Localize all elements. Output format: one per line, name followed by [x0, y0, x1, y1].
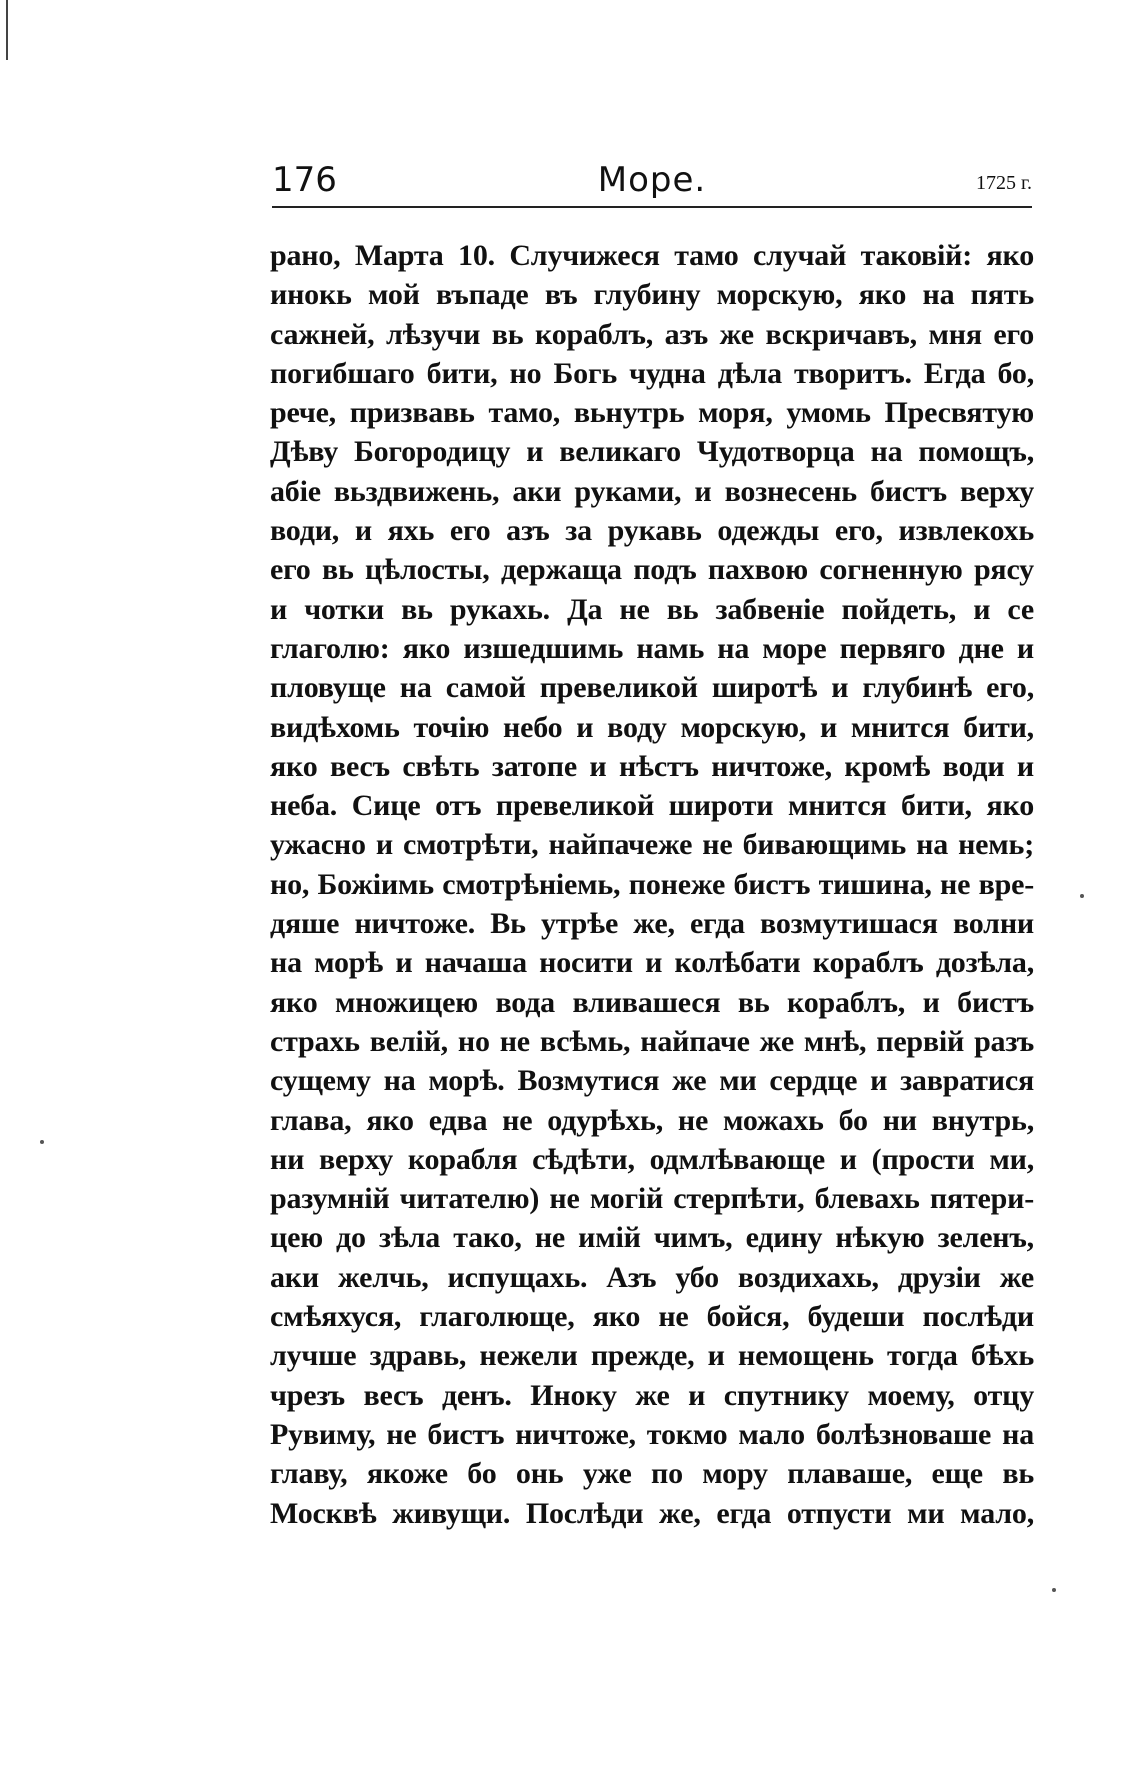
text-line: сажней, лѣзучи вь кораблъ, азъ же вскричавъ, мня его	[270, 317, 1034, 351]
text-line: рано, Марта 10. Случижеся тамо случай таковій: яко	[270, 239, 1034, 272]
text-line: сущему на морѣ. Возмутися же ми сердце и завратися	[270, 1064, 1034, 1098]
text-line: и чотки вь рукахь. Да не вь забвеніе пойдеть, и се	[270, 592, 1034, 626]
text-line: Москвѣ живущи. Послѣди же, егда отпусти ми мало,	[270, 1496, 1034, 1530]
page-number: 176	[272, 160, 337, 200]
print-speck	[1080, 894, 1084, 898]
text-line: рече, призвавь тамо, вьнутрь моря, умомь Пресвятую	[270, 396, 1034, 430]
header-rule	[272, 206, 1032, 208]
text-line: ни верху корабля сѣдѣти, одмлѣвающе и (прости ми,	[270, 1142, 1034, 1176]
text-line: цею до зѣла тако, не имій чимъ, едину нѣкую зеленъ,	[270, 1221, 1034, 1255]
text-line: яко множицею вода вливашеся вь кораблъ, и бистъ	[270, 985, 1034, 1019]
text-line: погибшаго бити, но Богь чудна дѣла творитъ. Егда бо,	[270, 356, 1034, 390]
text-line: дяше ничтоже. Вь утрѣе же, егда возмутишася волни	[270, 907, 1034, 941]
text-line: лучше здравь, нежели прежде, и немощень тогда бѣхь	[270, 1339, 1034, 1373]
page-edge-mark	[6, 0, 8, 60]
text-line: его вь цѣлосты, держаща подъ пахвою согненную рясу	[270, 553, 1034, 587]
text-line: чрезъ весъ денъ. Иноку же и спутнику моему, отцу	[270, 1378, 1034, 1412]
text-line: яко весъ свѣть затопе и нѣстъ ничтоже, кромѣ води и	[270, 749, 1034, 783]
text-line: пловуще на самой превеликой широтѣ и глубинѣ его,	[270, 671, 1034, 705]
text-line: страхь велій, но не всѣмь, найпаче же мнѣ, первій разъ	[270, 1024, 1034, 1058]
text-line: видѣхомь точію небо и воду морскую, и мнится бити,	[270, 710, 1034, 744]
running-head	[272, 160, 1032, 210]
text-line: смѣяхуся, глаголюще, яко не бойся, будеши послѣди	[270, 1300, 1034, 1334]
text-line: но, Божіимь смотрѣніемь, понеже бистъ тишина, не вре-	[270, 867, 1034, 901]
text-line: неба. Сице отъ превеликой широти мнится бити, яко	[270, 789, 1034, 823]
text-line: глава, яко едва не одурѣхь, не можахь бо ни внутрь,	[270, 1103, 1034, 1137]
print-speck	[1052, 1588, 1056, 1592]
text-line: Рувиму, не бистъ ничтоже, токмо мало болѣзноваше на	[270, 1417, 1034, 1451]
text-line: глаголю: яко изшедшимь намь на море первяго дне и	[270, 631, 1034, 665]
text-line: ужасно и смотрѣти, найпачеже не бивающимь на немь;	[270, 828, 1034, 862]
text-line: инокь мой въпаде въ глубину морскую, яко на пять	[270, 278, 1034, 312]
text-line: аки желчь, испущахь. Азъ убо воздихахь, друзіи же	[270, 1260, 1034, 1294]
text-line: абіе вьздвижень, аки руками, и вознесень бистъ верху	[270, 474, 1034, 508]
text-line: на морѣ и начаша носити и колѣбати кораблъ дозѣла,	[270, 946, 1034, 980]
text-line: главу, якоже бо онь уже по мору плаваше, еще вь	[270, 1457, 1034, 1491]
running-title: Море.	[597, 160, 707, 200]
year-label: 1725 г.	[976, 172, 1032, 194]
print-speck	[40, 1140, 44, 1144]
text-line: разумній читателю) не могій стерпѣти, блевахь пятери-	[270, 1182, 1034, 1216]
text-line: Дѣву Богородицу и великаго Чудотворца на помощъ,	[270, 435, 1034, 469]
body-text	[270, 236, 1034, 1533]
text-line: води, и яхь его азъ за рукавь одежды его, извлекохь	[270, 514, 1034, 548]
